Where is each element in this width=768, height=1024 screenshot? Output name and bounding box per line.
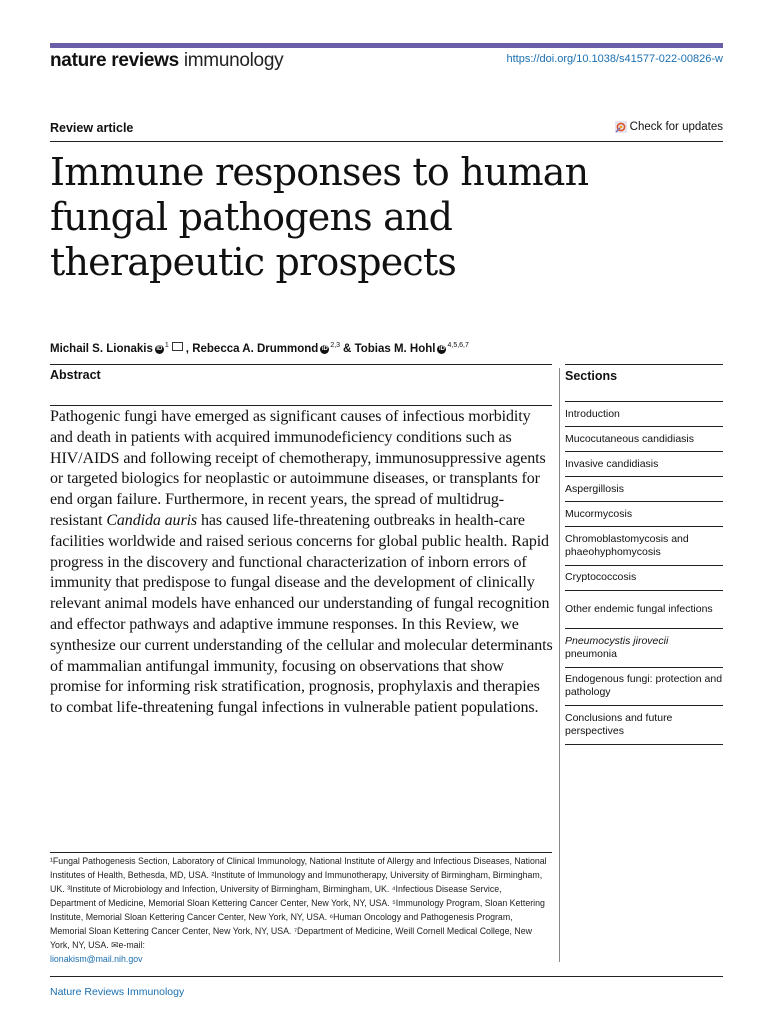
section-label: Other endemic fungal infections <box>565 602 713 615</box>
affiliations-divider <box>50 852 552 853</box>
author-name[interactable]: Tobias M. Hohl <box>354 343 436 355</box>
doi-link[interactable]: https://doi.org/10.1038/s41577-022-00826-w <box>506 53 723 65</box>
section-label: Mucocutaneous candidiasis <box>565 432 694 445</box>
orcid-icon[interactable]: iD <box>438 345 445 352</box>
section-label: Invasive candidiasis <box>565 457 659 470</box>
section-label: Chromoblastomycosis and phaeohyphomycosis <box>565 532 689 558</box>
author-affiliation: 4,5,6,7 <box>447 341 469 349</box>
journal-logo[interactable] <box>50 50 283 72</box>
check-updates-label: Check for updates <box>629 121 723 133</box>
email-label: e-mail: <box>118 940 145 950</box>
abstract-heading: Abstract <box>50 364 552 382</box>
section-link-cryptococcosis[interactable] <box>565 566 723 591</box>
section-label: Mucormycosis <box>565 507 633 520</box>
section-link-chromoblastomycosis[interactable] <box>565 527 723 566</box>
affiliations <box>50 854 550 966</box>
section-link-invasive-candidiasis[interactable] <box>565 452 723 477</box>
abstract-text-1: Pathogenic fungi have emerged as significant causes of infectious morbidity and death in patients with acquired immunodeficiency conditions such as HIV/AIDS and following receipt of chemotherapy, immunosuppressive agents or targeted biologics for neoplastic or autoimmune diseases, or transplants for end organ failure. Furthermore, in recent years, the spread of multidrug-resistant <box>50 408 546 529</box>
section-link-introduction[interactable] <box>565 402 723 427</box>
article-title: Immune responses to human fungal pathogens and therapeutic prospects <box>50 150 589 284</box>
column-divider <box>559 368 560 962</box>
abstract-species: Candida auris <box>106 511 198 529</box>
section-label: Conclusions and future perspectives <box>565 711 673 737</box>
section-label: Cryptococcosis <box>565 571 637 583</box>
section-link-endogenous-fungi[interactable] <box>565 668 723 707</box>
author-separator: , <box>185 343 189 355</box>
author-and: & <box>343 343 352 355</box>
author-name[interactable]: Rebecca A. Drummond <box>192 343 319 355</box>
author-name[interactable]: Michail S. Lionakis <box>50 343 153 355</box>
abstract-text-2: has caused life-threatening outbreaks in health-care facilities worldwide and raised serious concerns for global public health. Rapid progress in the discovery and functional characterization of inborn errors of immunity that predispose to fungal disease and the development of clinically relevant animal models have enhanced our understanding of fungal recognition and effector pathways and adaptive immune responses. In this Review, we synthesize our current understanding of the cellular and molecular determinants of mammalian antifungal immunity, focusing on observations that show promise for informing risk stratification, prognosis, prophylaxis and therapies to combat life-threatening fungal infections in vulnerable patient populations. <box>50 511 553 717</box>
abstract-divider <box>50 405 552 406</box>
section-label: Endogenous fungi: protection and pathology <box>565 673 723 699</box>
abstract-body <box>50 407 555 719</box>
footer-journal-link[interactable]: Nature Reviews Immunology <box>50 986 185 998</box>
section-label: pneumonia <box>565 647 617 660</box>
orcid-icon[interactable]: iD <box>321 345 328 352</box>
header-divider <box>50 141 723 142</box>
section-link-conclusions[interactable] <box>565 706 723 745</box>
author-list <box>50 343 472 355</box>
sections-heading: Sections <box>565 365 723 402</box>
section-label-italic: Pneumocystis jirovecii <box>565 634 669 647</box>
journal-name-light: immunology <box>183 50 284 71</box>
section-link-pneumocystis[interactable] <box>565 629 723 668</box>
sections-nav <box>565 364 723 745</box>
author-affiliation: 1 <box>164 341 169 349</box>
journal-accent-bar <box>50 43 723 48</box>
section-link-endemic-fungal-infections[interactable] <box>565 591 723 630</box>
section-link-aspergillosis[interactable] <box>565 477 723 502</box>
section-label: Introduction <box>565 407 620 420</box>
check-updates-button[interactable] <box>615 121 723 133</box>
email-icon: ✉ <box>111 940 119 950</box>
email-icon[interactable] <box>172 342 183 351</box>
journal-name-bold: nature reviews <box>50 50 179 71</box>
author-affiliation: 2,3 <box>330 341 341 349</box>
check-updates-icon <box>615 121 627 133</box>
article-type-label: Review article <box>50 121 134 135</box>
section-link-mucormycosis[interactable] <box>565 502 723 527</box>
orcid-icon[interactable]: iD <box>156 345 163 352</box>
section-label: Aspergillosis <box>565 482 624 495</box>
section-link-mucocutaneous-candidiasis[interactable] <box>565 427 723 452</box>
affiliations-text: ¹Fungal Pathogenesis Section, Laboratory of Clinical Immunology, National Institute of Allergy and Infectious Diseases, National Institutes of Health, Bethesda, MD, USA. ²Institute of Immunology and Immunotherapy, University of Birmingham, Birmingham, UK. ³Institute of Microbiology and Infection, University of Birmingham, Birmingham, UK. ⁴Infectious Disease Service, Department of Medicine, Memorial Sloan Kettering Cancer Center, New York, NY, USA. ⁵Immunology Program, Sloan Kettering Institute, Memorial Sloan Kettering Cancer Center, New York, NY, USA. ⁶Human Oncology and Pathogenesis Program, Memorial Sloan Kettering Cancer Center, New York, NY, USA. ⁷Department of Medicine, Weill Cornell Medical College, New York, NY, USA. <box>50 856 547 950</box>
corresponding-email-link[interactable]: lionakism@mail.nih.gov <box>50 954 143 964</box>
footer-divider <box>50 976 723 977</box>
